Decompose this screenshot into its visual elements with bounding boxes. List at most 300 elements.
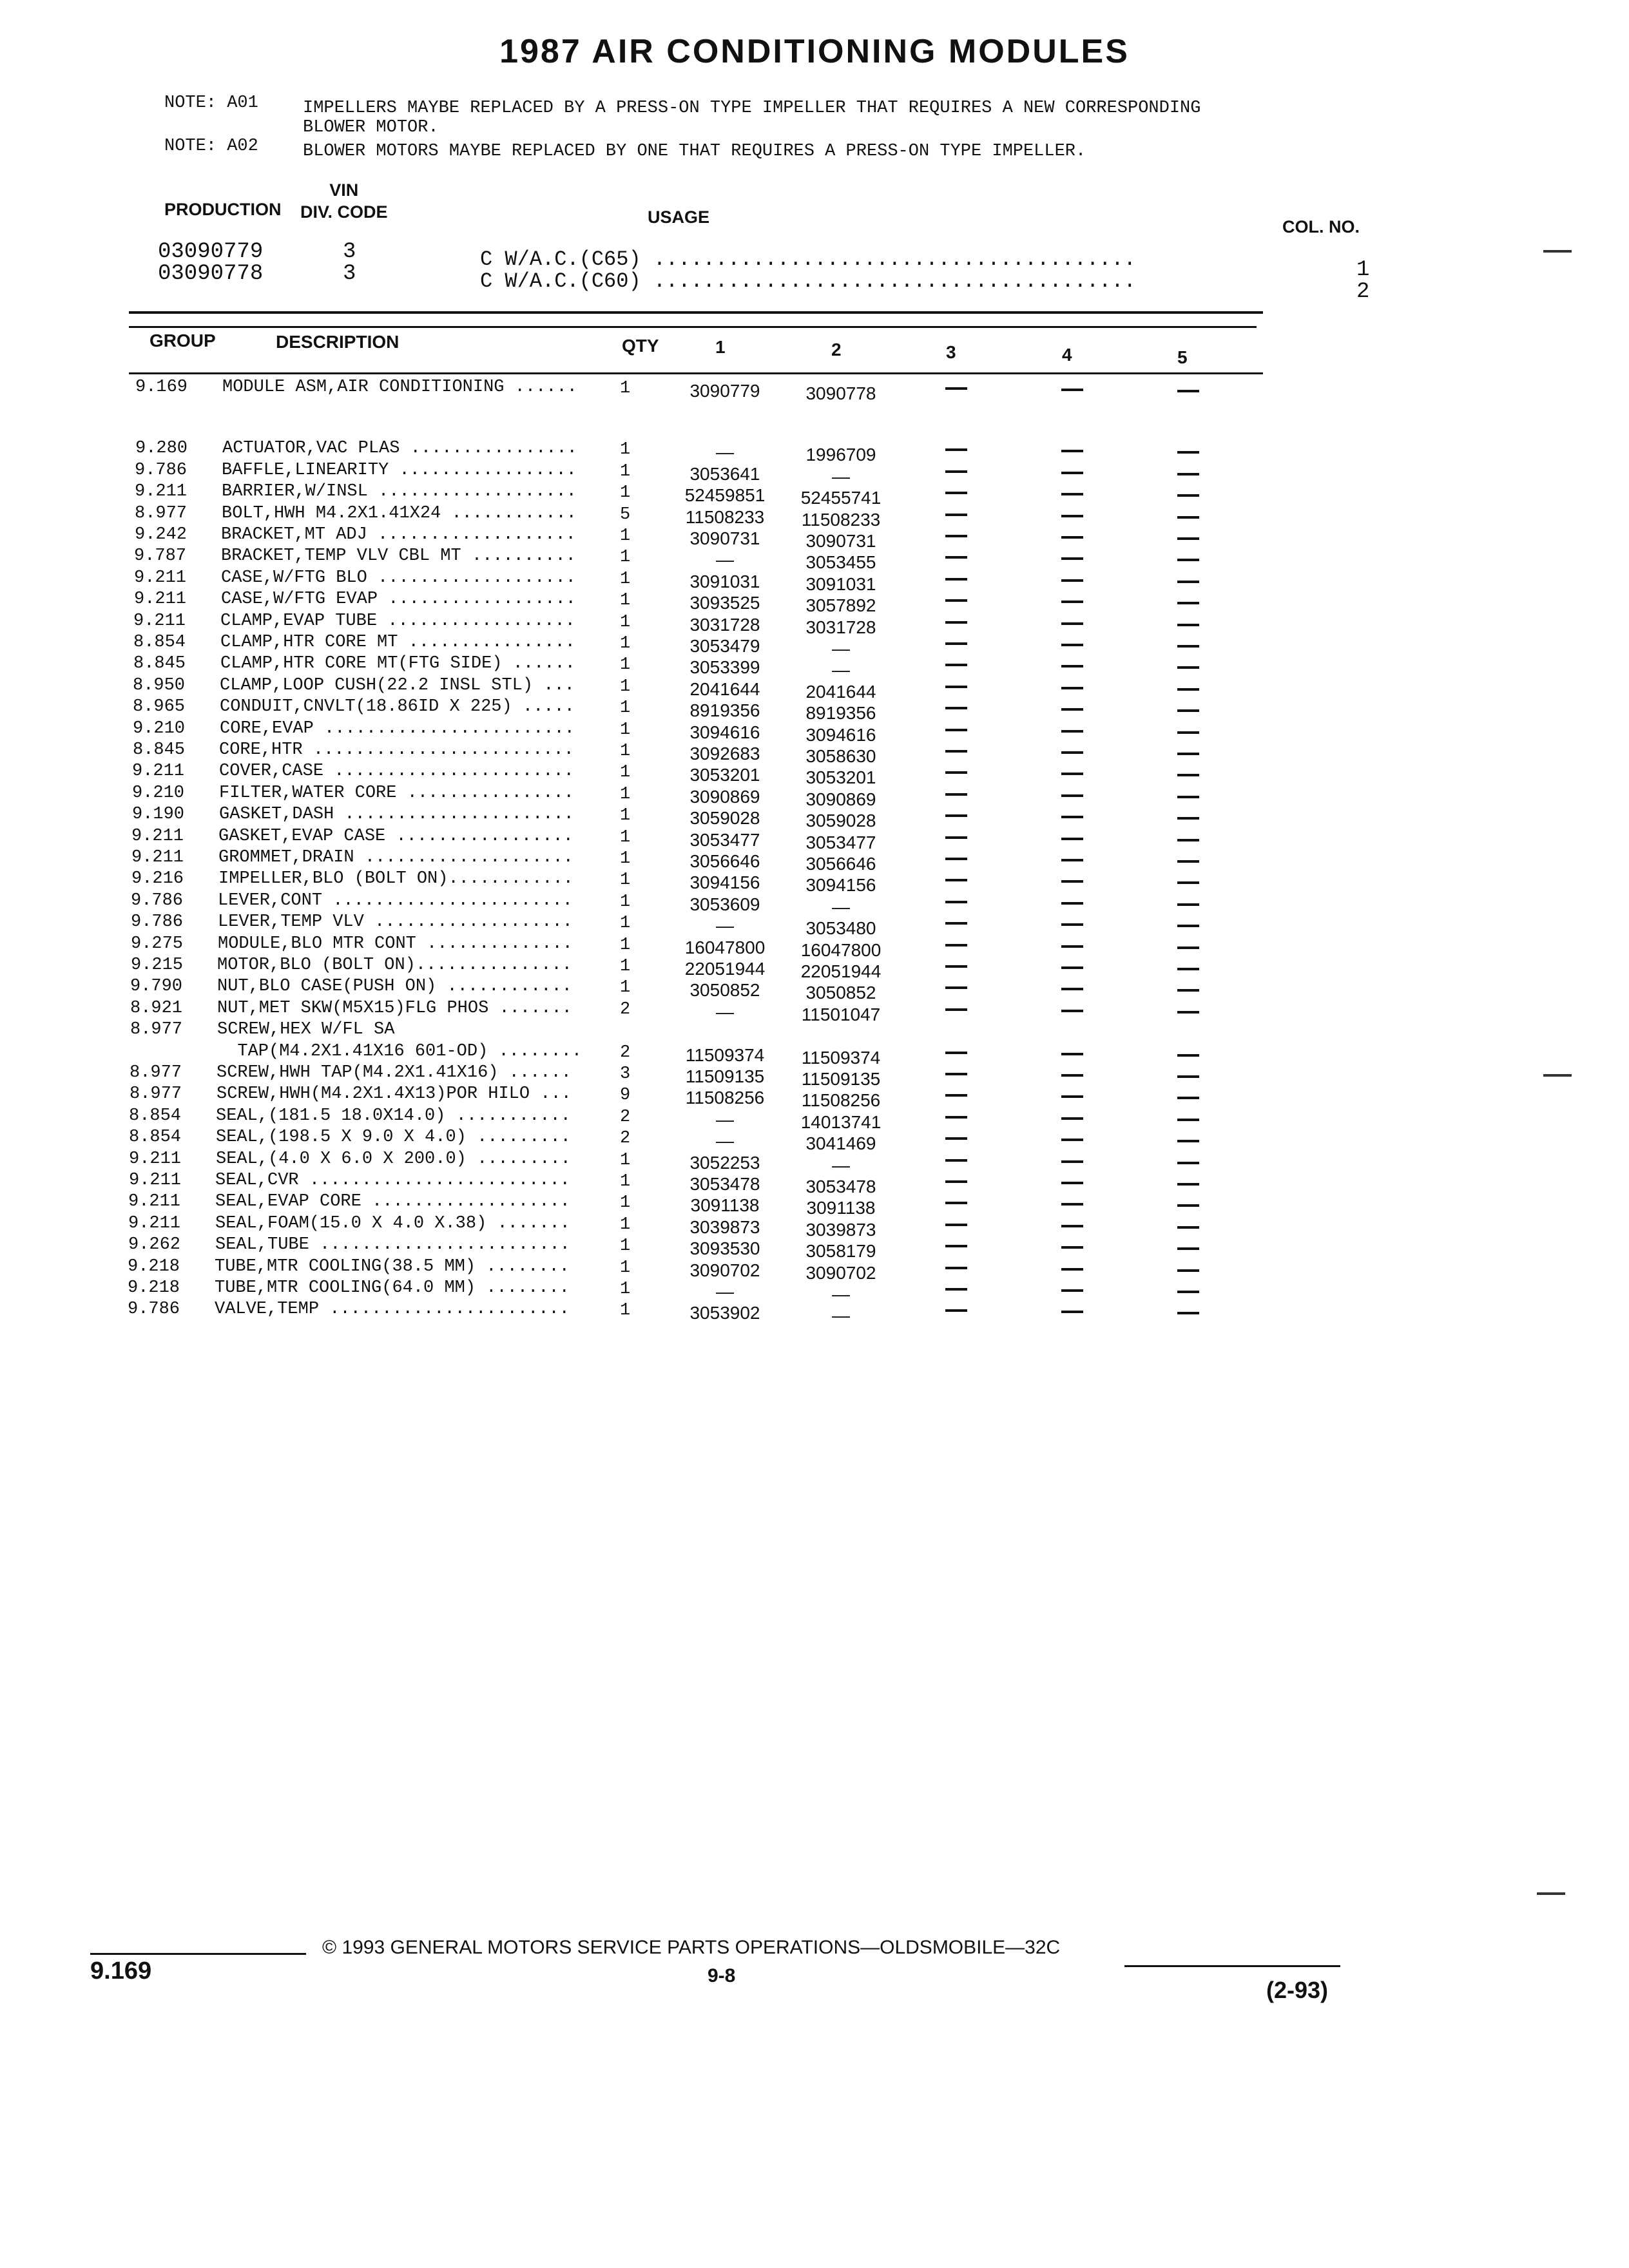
col-header-description: DESCRIPTION (276, 332, 400, 352)
row-qty: 1 (620, 935, 631, 955)
row-qty: 1 (620, 957, 631, 976)
row-col-5-dash (1177, 688, 1199, 691)
row-col-4-dash (1061, 1246, 1083, 1249)
row-col-5-dash (1177, 581, 1199, 583)
row-col-2: 11501047 (801, 1004, 881, 1024)
row-col-5-dash (1177, 1140, 1199, 1142)
row-col-5-dash (1177, 753, 1199, 755)
row-col-4-dash (1061, 557, 1083, 560)
row-col-1: 3053477 (689, 829, 760, 850)
row-description: CONDUIT,CNVLT(18.86ID X 225) ..... (220, 697, 575, 717)
row-qty: 1 (620, 892, 631, 912)
row-col-1: 3090702 (689, 1260, 760, 1280)
row-col-4-dash (1061, 389, 1083, 391)
row-col-4-dash (1061, 1010, 1083, 1012)
row-col-1: 3039873 (689, 1216, 760, 1237)
row-description: TUBE,MTR COOLING(64.0 MM) ........ (215, 1278, 570, 1298)
row-col-3-dash (945, 986, 967, 989)
row-description: MODULE ASM,AIR CONDITIONING ...... (222, 378, 577, 397)
row-col-3-dash (945, 1137, 967, 1140)
row-col-3-dash (945, 1267, 967, 1269)
row-col-2: — (832, 1284, 850, 1304)
row-description: SEAL,CVR ......................... (215, 1171, 570, 1190)
row-col-2: 3094616 (805, 724, 876, 745)
usage-header: USAGE (648, 207, 710, 227)
row-col-1: 22051944 (684, 959, 766, 979)
row-col-3-dash (945, 1180, 967, 1183)
row-group: 9.211 (135, 482, 188, 502)
row-group: 8.950 (133, 675, 186, 695)
row-col-5-dash (1177, 1097, 1199, 1099)
row-col-1: 3031728 (689, 614, 760, 635)
row-col-4-dash (1061, 450, 1083, 452)
col-header-1: 1 (715, 337, 726, 357)
row-col-3-dash (945, 750, 967, 753)
row-col-5-dash (1177, 1183, 1199, 1186)
row-description: BOLT,HWH M4.2X1.41X24 ............ (222, 503, 577, 523)
row-group: 9.262 (128, 1235, 181, 1255)
row-qty: 1 (620, 440, 631, 460)
row-col-3-dash (945, 1094, 967, 1097)
row-col-1: — (716, 1109, 734, 1129)
row-col-3-dash (945, 879, 967, 881)
row-col-3-dash (945, 922, 967, 925)
row-col-3-dash (945, 1202, 967, 1204)
row-qty: 1 (620, 806, 631, 826)
row-col-1: 16047800 (684, 937, 766, 957)
row-col-1: 11509374 (685, 1044, 765, 1065)
row-col-2: 3041469 (805, 1133, 876, 1154)
row-col-3-dash (945, 470, 967, 473)
row-col-3-dash (945, 836, 967, 839)
row-description: FILTER,WATER CORE ................ (219, 783, 574, 803)
row-col-5-dash (1177, 602, 1199, 604)
row-description: SEAL,(198.5 X 9.0 X 4.0) ......... (216, 1128, 571, 1148)
row-col-4-dash (1061, 988, 1083, 990)
row-group: 9.211 (128, 1213, 181, 1233)
row-description: BARRIER,W/INSL ................... (222, 482, 577, 502)
row-description: NUT,MET SKW(M5X15)FLG PHOS ....... (217, 998, 572, 1018)
row-col-4-dash (1061, 493, 1083, 495)
row-col-2: 3090702 (805, 1262, 876, 1283)
row-col-1: 2041644 (689, 678, 760, 699)
row-qty: 1 (620, 634, 631, 653)
row-col-3-dash (945, 1073, 967, 1075)
row-col-4-dash (1061, 1311, 1083, 1313)
row-col-1: 3053201 (689, 765, 760, 785)
row-col-3-dash (945, 1008, 967, 1011)
row-group: 9.169 (135, 378, 188, 397)
row-col-3-dash (945, 1052, 967, 1054)
row-col-1: 3094156 (689, 872, 760, 893)
row-col-3-dash (945, 1288, 967, 1291)
row-group: 8.845 (133, 654, 186, 674)
row-col-4-dash (1061, 1095, 1083, 1098)
row-qty: 1 (620, 1193, 631, 1213)
row-col-1: 3093530 (689, 1238, 760, 1259)
row-col-3-dash (945, 1159, 967, 1162)
row-description: NUT,BLO CASE(PUSH ON) ............ (217, 977, 572, 997)
row-col-4-dash (1061, 708, 1083, 711)
row-qty: 2 (620, 1043, 631, 1062)
row-col-3-dash (945, 771, 967, 774)
production-usage: C W/A.C.(C65) ....................................... (480, 247, 1136, 271)
row-qty: 1 (620, 698, 631, 718)
row-col-3-dash (945, 556, 967, 559)
row-qty: 1 (620, 763, 631, 783)
note-a02-text: BLOWER MOTORS MAYBE REPLACED BY ONE THAT REQUIRES A PRESS-ON TYPE IMPELLER. (303, 142, 1086, 161)
row-qty: 1 (620, 784, 631, 804)
row-col-4-dash (1061, 1074, 1083, 1077)
row-col-2: 14013741 (800, 1111, 882, 1132)
row-group: 9.211 (129, 1171, 182, 1190)
column-header-rule (129, 372, 1263, 374)
row-col-5-dash (1177, 817, 1199, 820)
row-col-2: — (832, 1305, 850, 1326)
row-col-4-dash (1061, 1225, 1083, 1227)
row-col-1: 3090779 (689, 381, 760, 401)
row-qty: 3 (620, 1064, 631, 1084)
row-col-2: 3090731 (805, 531, 876, 551)
row-qty: 1 (620, 1215, 631, 1235)
row-col-3-dash (945, 686, 967, 688)
row-group: 8.854 (133, 633, 186, 652)
row-group: 8.921 (130, 998, 183, 1018)
row-col-2: 16047800 (800, 939, 882, 960)
row-col-1: — (716, 1001, 734, 1022)
row-group: 9.786 (135, 460, 188, 480)
col-header-5: 5 (1177, 347, 1188, 367)
row-col-4-dash (1061, 1160, 1083, 1163)
row-description: VALVE,TEMP ....................... (215, 1300, 570, 1320)
row-description: SEAL,EVAP CORE ................... (215, 1192, 570, 1212)
row-col-3-dash (945, 1309, 967, 1312)
row-col-5-dash (1177, 473, 1199, 476)
row-group: 9.218 (128, 1256, 180, 1276)
row-group: 8.854 (129, 1106, 182, 1126)
row-qty: 1 (620, 591, 631, 611)
row-qty: 1 (620, 742, 631, 761)
row-col-2: — (832, 466, 850, 486)
row-description: BAFFLE,LINEARITY ................. (222, 460, 577, 480)
row-col-5-dash (1177, 1312, 1199, 1314)
row-col-2: — (832, 639, 850, 658)
row-col-3-dash (945, 578, 967, 581)
row-description: SCREW,HWH(M4.2X1.4X13)POR HILO ... (217, 1084, 572, 1104)
row-description: CORE,EVAP ........................ (220, 718, 575, 738)
row-col-1: 11508256 (685, 1088, 765, 1108)
production-code: 03090779 (158, 240, 264, 264)
row-col-4-dash (1061, 816, 1083, 818)
row-col-1: — (716, 916, 734, 936)
row-col-4-dash (1061, 923, 1083, 926)
production-div: 3 (343, 240, 356, 264)
row-col-1: — (716, 1131, 734, 1151)
col-no-header: COL. NO. (1282, 217, 1360, 236)
row-col-5-dash (1177, 1226, 1199, 1229)
row-col-5-dash (1177, 1204, 1199, 1207)
row-qty: 2 (620, 999, 631, 1019)
col-header-2: 2 (831, 340, 842, 360)
row-col-2: 3090869 (805, 789, 876, 809)
row-col-5-dash (1177, 881, 1199, 884)
row-col-5-dash (1177, 1162, 1199, 1164)
row-col-2: — (832, 660, 850, 680)
row-description: TUBE,MTR COOLING(38.5 MM) ........ (215, 1256, 570, 1276)
row-col-3-dash (945, 599, 967, 602)
row-col-2: — (832, 1155, 850, 1175)
note-a01-label: NOTE: A01 (164, 93, 258, 113)
row-col-4-dash (1061, 1203, 1083, 1206)
row-col-4-dash (1061, 966, 1083, 969)
row-group: 9.211 (131, 848, 184, 867)
row-description: SEAL,(181.5 18.0X14.0) ........... (216, 1106, 571, 1126)
row-description: CASE,W/FTG BLO ................... (221, 568, 576, 588)
row-col-2: 3031728 (805, 617, 876, 637)
row-col-3-dash (945, 448, 967, 451)
row-col-5-dash (1177, 516, 1199, 519)
row-col-1: 11508233 (685, 506, 765, 527)
row-group: 9.211 (132, 762, 185, 782)
row-col-2: 2041644 (805, 681, 876, 702)
row-col-5-dash (1177, 1075, 1199, 1078)
row-group: 9.218 (128, 1278, 180, 1298)
row-col-2: 11508233 (801, 509, 881, 530)
row-group: 9.216 (131, 869, 184, 889)
row-col-5-dash (1177, 1011, 1199, 1014)
row-description: SEAL,TUBE ........................ (215, 1235, 570, 1255)
row-col-5-dash (1177, 947, 1199, 949)
row-qty: 1 (620, 548, 631, 568)
row-col-5-dash (1177, 860, 1199, 863)
row-description: ACTUATOR,VAC PLAS ................ (222, 439, 577, 459)
col-header-4: 4 (1062, 345, 1072, 365)
row-group: 9.786 (131, 890, 184, 910)
row-col-3-dash (945, 793, 967, 796)
row-col-1: 8919356 (689, 700, 760, 721)
row-col-5-dash (1177, 666, 1199, 669)
row-col-3-dash (945, 901, 967, 903)
row-qty: 1 (620, 655, 631, 675)
footer-group: 9.169 (90, 1957, 152, 1984)
note-a01-text: IMPELLERS MAYBE REPLACED BY A PRESS-ON TYPE IMPELLER THAT REQUIRES A NEW CORRESPONDING BLOWER MOTOR. (303, 99, 1201, 137)
row-col-4-dash (1061, 1053, 1083, 1055)
row-col-5-dash (1177, 1119, 1199, 1121)
row-col-2: 3091031 (805, 573, 876, 594)
row-col-1: 3093525 (689, 593, 760, 613)
row-col-2: 3056646 (805, 854, 876, 874)
row-col-5-dash (1177, 709, 1199, 712)
row-col-4-dash (1061, 622, 1083, 625)
row-col-5-dash (1177, 925, 1199, 927)
row-col-4-dash (1061, 902, 1083, 905)
row-col-2: 3053455 (805, 552, 876, 573)
row-col-1: 3090731 (689, 528, 760, 548)
row-group: 9.211 (129, 1149, 182, 1169)
row-qty: 1 (620, 978, 631, 998)
row-group: 9.786 (131, 912, 184, 932)
row-col-3-dash (945, 492, 967, 494)
row-col-3-dash (945, 664, 967, 666)
row-col-1: 3091138 (690, 1195, 760, 1216)
row-col-2: 3058630 (805, 746, 876, 766)
header-rule (129, 311, 1263, 314)
row-qty: 1 (620, 1301, 631, 1321)
row-group: 8.965 (133, 697, 186, 717)
row-col-5-dash (1177, 731, 1199, 734)
row-col-4-dash (1061, 1268, 1083, 1271)
row-col-5-dash (1177, 903, 1199, 906)
row-col-4-dash (1061, 730, 1083, 733)
row-col-3-dash (945, 965, 967, 968)
row-col-2: 52455741 (800, 488, 882, 508)
row-col-2: 8919356 (805, 703, 876, 724)
row-col-1: 3050852 (689, 980, 760, 1001)
row-col-4-dash (1061, 472, 1083, 474)
row-description: SCREW,HEX W/FL SA (217, 1020, 395, 1040)
row-col-4-dash (1061, 1117, 1083, 1120)
row-col-5-dash (1177, 1247, 1199, 1250)
row-col-1: 3092683 (689, 744, 760, 764)
row-qty: 1 (620, 1280, 631, 1299)
row-col-3-dash (945, 1224, 967, 1226)
row-description: CLAMP,HTR CORE MT(FTG SIDE) ...... (220, 654, 575, 674)
row-description: CLAMP,HTR CORE MT ................ (220, 633, 575, 652)
row-qty: 1 (620, 612, 631, 632)
row-col-4-dash (1061, 579, 1083, 582)
row-col-1: 3091031 (689, 571, 760, 591)
row-col-2: 3090778 (805, 383, 876, 403)
row-group: 9.215 (131, 956, 184, 975)
row-col-5-dash (1177, 559, 1199, 561)
row-description: BRACKET,TEMP VLV CBL MT .......... (221, 546, 576, 566)
row-col-2: 3057892 (805, 595, 876, 616)
row-col-1: 11509135 (685, 1066, 765, 1086)
row-group: 8.845 (133, 740, 186, 760)
row-description: MOTOR,BLO (BOLT ON)............... (217, 956, 572, 975)
row-description: SEAL,FOAM(15.0 X 4.0 X.38) ....... (215, 1213, 570, 1233)
row-col-5-dash (1177, 451, 1199, 454)
row-col-4-dash (1061, 601, 1083, 603)
row-description: LEVER,TEMP VLV ................... (218, 912, 573, 932)
row-description: CORE,HTR ......................... (219, 740, 574, 760)
row-qty: 1 (620, 720, 631, 740)
row-col-5-dash (1177, 774, 1199, 776)
row-col-2: 22051944 (800, 961, 882, 981)
row-col-4-dash (1061, 1182, 1083, 1184)
row-description: SCREW,HWH TAP(M4.2X1.41X16) ...... (217, 1063, 572, 1082)
note-a02-label: NOTE: A02 (164, 137, 258, 156)
col-header-qty: QTY (622, 336, 659, 356)
row-col-3-dash (945, 535, 967, 537)
row-col-1: 3053478 (689, 1174, 760, 1194)
row-col-3-dash (945, 814, 967, 817)
row-group: 9.210 (132, 783, 185, 803)
row-group: 9.790 (130, 977, 183, 997)
row-qty: 1 (620, 379, 631, 398)
row-col-4-dash (1061, 515, 1083, 517)
row-description: CLAMP,EVAP TUBE .................. (220, 611, 575, 631)
row-group: 9.275 (131, 934, 184, 954)
production-code: 03090778 (158, 262, 264, 286)
row-qty: 1 (620, 827, 631, 847)
row-qty: 1 (620, 483, 631, 503)
row-description: COVER,CASE ....................... (219, 762, 574, 782)
row-qty: 1 (620, 677, 631, 697)
row-col-4-dash (1061, 1139, 1083, 1141)
row-col-2: 3053477 (805, 832, 876, 852)
footer-copyright: © 1993 GENERAL MOTORS SERVICE PARTS OPERATIONS—OLDSMOBILE—32C (322, 1937, 1061, 1958)
row-col-2: 11509135 (801, 1069, 881, 1089)
row-col-4-dash (1061, 751, 1083, 754)
row-col-1: 3052253 (689, 1152, 760, 1173)
row-col-2: 11509374 (801, 1047, 881, 1068)
row-col-4-dash (1061, 945, 1083, 948)
row-col-1: 3053479 (689, 636, 760, 656)
row-description: GASKET,EVAP CASE ................. (218, 826, 574, 846)
row-qty: 5 (620, 505, 631, 524)
row-group: 8.977 (130, 1084, 182, 1104)
row-col-4-dash (1061, 1289, 1083, 1292)
row-group: 9.211 (131, 826, 184, 846)
row-description: GROMMET,DRAIN .................... (218, 848, 574, 867)
row-description: LEVER,CONT ....................... (218, 890, 573, 910)
row-group: 9.280 (135, 439, 188, 459)
row-qty: 2 (620, 1107, 631, 1127)
row-col-2: 3053478 (805, 1177, 876, 1196)
production-div: 3 (343, 262, 356, 286)
row-col-5-dash (1177, 624, 1199, 626)
row-col-1: 3053902 (689, 1303, 760, 1323)
row-qty: 1 (620, 849, 631, 869)
row-col-3-dash (945, 707, 967, 709)
row-qty: 1 (620, 526, 631, 546)
margin-mark (1543, 250, 1572, 253)
row-col-3-dash (945, 387, 967, 390)
row-qty: 1 (620, 1236, 631, 1256)
row-qty: 1 (620, 1258, 631, 1278)
production-usage: C W/A.C.(C60) ....................................... (480, 269, 1136, 293)
row-col-2: 1996709 (805, 445, 876, 465)
row-group: 9.787 (134, 546, 187, 566)
row-col-2: 3094156 (805, 875, 876, 896)
row-col-5-dash (1177, 390, 1199, 392)
row-col-4-dash (1061, 644, 1083, 646)
row-col-3-dash (945, 621, 967, 624)
row-group: 9.211 (133, 611, 186, 631)
row-group: 9.211 (128, 1192, 181, 1212)
row-group: 8.977 (135, 503, 188, 523)
row-qty: 2 (620, 1129, 631, 1149)
col-header-group: GROUP (149, 331, 216, 351)
row-col-2: 3039873 (805, 1219, 876, 1240)
row-description: BRACKET,MT ADJ ................... (221, 525, 576, 544)
row-col-4-dash (1061, 687, 1083, 689)
row-group: 9.190 (132, 805, 185, 825)
row-col-4-dash (1061, 536, 1083, 539)
row-col-1: 3053641 (689, 463, 760, 484)
production-header: PRODUCTION (164, 200, 282, 219)
row-col-5-dash (1177, 968, 1199, 970)
row-qty: 1 (620, 461, 631, 481)
row-col-1: 3094616 (689, 722, 760, 742)
row-col-3-dash (945, 1116, 967, 1119)
row-col-5-dash (1177, 1291, 1199, 1293)
row-col-5-dash (1177, 989, 1199, 992)
row-description: GASKET,DASH ...................... (219, 805, 574, 825)
footer-rule-right (1124, 1965, 1340, 1967)
row-group: 9.786 (128, 1300, 180, 1320)
